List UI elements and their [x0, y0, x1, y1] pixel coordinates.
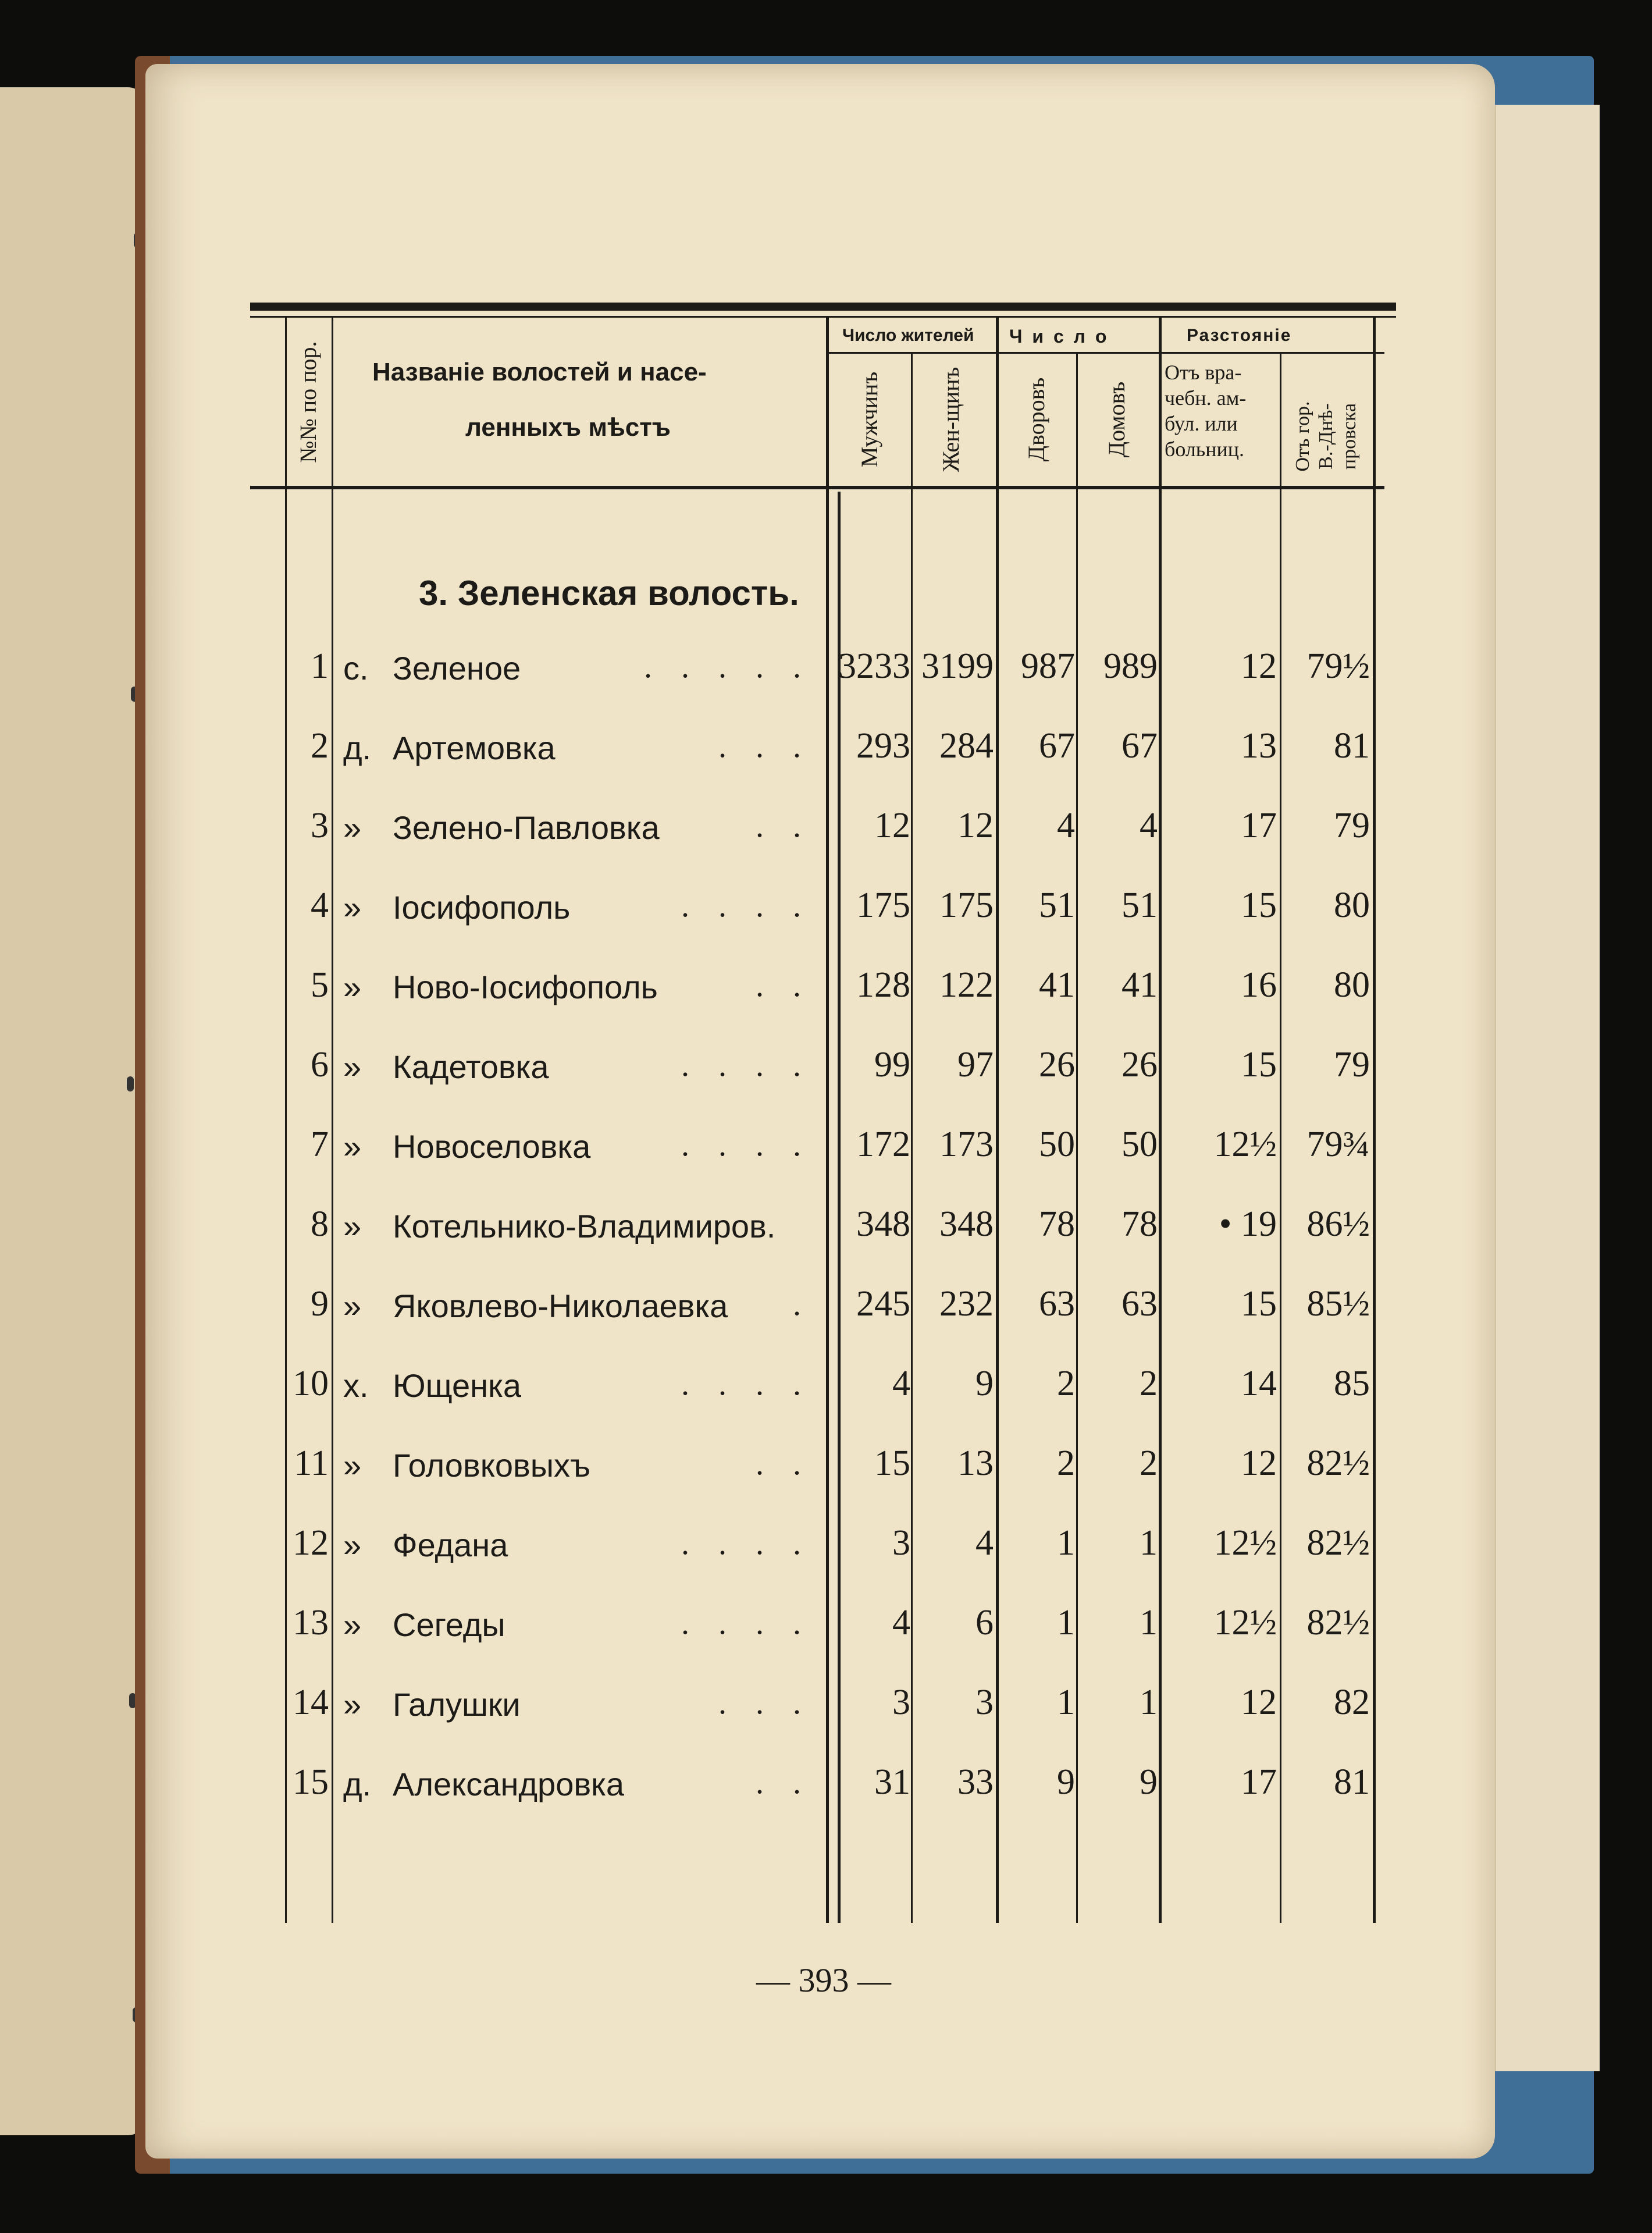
row-prefix: » — [343, 1048, 362, 1085]
row-dist-doctor: 12½ — [1213, 1125, 1277, 1164]
row-men: 128 — [856, 965, 910, 1005]
row-women: 4 — [975, 1523, 994, 1563]
row-name: Новоселовка — [393, 1128, 591, 1165]
row-men: 3 — [892, 1683, 910, 1722]
row-dist-doctor: 12½ — [1213, 1523, 1277, 1563]
row-dist-doctor: 12 — [1241, 1683, 1277, 1722]
row-prefix: » — [343, 1208, 362, 1244]
row-prefix: » — [343, 809, 362, 846]
header-col-name-line2: ленныхъ мѣстъ — [465, 413, 671, 442]
row-prefix: » — [343, 1606, 362, 1643]
row-women: 284 — [939, 726, 994, 766]
row-houses: 78 — [1121, 1204, 1158, 1244]
row-dist-city: 82 — [1334, 1683, 1370, 1722]
header-col-dist-city — [1291, 378, 1361, 495]
row-number: 5 — [311, 965, 329, 1005]
row-name: Котельнико-Владимиров. — [393, 1208, 776, 1244]
row-leader-dots: . . — [756, 1765, 811, 1801]
binding-mark — [127, 1076, 134, 1091]
row-leader-dots: . . . — [718, 728, 811, 765]
row-dist-doctor: 13 — [1241, 726, 1277, 766]
col-divider — [911, 352, 913, 1923]
header-col-dist-city-line: Отъ гор. — [1292, 401, 1313, 472]
row-women: 3199 — [921, 646, 994, 686]
row-women: 232 — [939, 1284, 994, 1324]
row-dist-city: 85 — [1334, 1364, 1370, 1403]
row-houses: 51 — [1121, 886, 1158, 925]
row-number: 7 — [311, 1125, 329, 1164]
row-prefix: » — [343, 1288, 362, 1324]
row-leader-dots: . . . . — [681, 1047, 811, 1083]
row-dist-city: 81 — [1334, 1762, 1370, 1802]
row-dist-city: 82½ — [1306, 1603, 1370, 1642]
row-number: 15 — [293, 1762, 329, 1802]
row-prefix: » — [343, 1447, 362, 1484]
row-dist-doctor: 15 — [1241, 1284, 1277, 1324]
row-number: 12 — [293, 1523, 329, 1563]
row-yards: 26 — [1039, 1045, 1075, 1085]
row-dist-city: 81 — [1334, 726, 1370, 766]
row-men: 3233 — [838, 646, 910, 686]
row-dist-doctor: 12 — [1241, 1443, 1277, 1483]
row-number: 4 — [311, 886, 329, 925]
row-number: 8 — [311, 1204, 329, 1244]
row-yards: 2 — [1057, 1364, 1075, 1403]
col-divider — [1373, 317, 1376, 1923]
page-number: — 393 — — [756, 1961, 891, 1999]
row-prefix: х. — [343, 1367, 369, 1404]
row-women: 9 — [975, 1364, 994, 1403]
row-women: 13 — [957, 1443, 994, 1483]
row-leader-dots: . . — [756, 968, 811, 1004]
header-group-population: Число жителей — [842, 326, 974, 345]
row-dist-city: 82½ — [1306, 1443, 1370, 1483]
row-name: Ющенка — [393, 1367, 521, 1404]
row-men: 172 — [856, 1125, 910, 1164]
row-name: Яковлево-Николаевка — [393, 1288, 728, 1324]
header-col-dist-city-line: провска — [1338, 403, 1360, 470]
row-dist-city: 82½ — [1306, 1523, 1370, 1563]
row-houses: 2 — [1140, 1364, 1158, 1403]
row-men: 12 — [874, 806, 910, 845]
row-dist-city: 80 — [1334, 965, 1370, 1005]
header-col-dist-city-line: В.-Днѣ- — [1315, 403, 1337, 470]
row-name: Артемовка — [393, 730, 556, 766]
header-col-dist-doctor-line: бул. или — [1165, 412, 1238, 435]
row-women: 3 — [975, 1683, 994, 1722]
section-title: 3. Зеленская волость. — [419, 574, 799, 613]
row-dist-city: 80 — [1334, 886, 1370, 925]
row-men: 175 — [856, 886, 910, 925]
row-dist-doctor: 17 — [1241, 1762, 1277, 1802]
header-col-yards: Дворовъ — [1023, 377, 1049, 462]
table-top-rule-thin — [250, 316, 1396, 318]
row-name: Ново-Іосифополь — [393, 969, 658, 1005]
row-yards: 78 — [1039, 1204, 1075, 1244]
col-divider — [1159, 317, 1162, 1923]
row-men: 31 — [874, 1762, 910, 1802]
row-houses: 63 — [1121, 1284, 1158, 1324]
row-dist-doctor: 15 — [1241, 1045, 1277, 1085]
row-dist-city: 79 — [1334, 806, 1370, 845]
row-number: 6 — [311, 1045, 329, 1085]
header-col-dist-doctor-line: чебн. ам- — [1165, 386, 1247, 410]
row-men: 4 — [892, 1603, 910, 1642]
row-dist-doctor: • 19 — [1219, 1204, 1277, 1244]
row-women: 122 — [939, 965, 994, 1005]
row-leader-dots: . — [793, 1286, 811, 1322]
row-yards: 4 — [1057, 806, 1075, 845]
row-prefix: » — [343, 1128, 362, 1165]
row-yards: 1 — [1057, 1683, 1075, 1722]
row-number: 14 — [293, 1683, 329, 1722]
header-col-no: №№ по пор. — [295, 341, 321, 463]
row-men: 348 — [856, 1204, 910, 1244]
row-number: 9 — [311, 1284, 329, 1324]
row-leader-dots: . . — [756, 1446, 811, 1482]
row-number: 11 — [294, 1443, 329, 1483]
row-houses: 50 — [1121, 1125, 1158, 1164]
row-leader-dots: . . . . — [681, 888, 811, 924]
row-houses: 2 — [1140, 1443, 1158, 1483]
row-women: 6 — [975, 1603, 994, 1642]
header-col-dist-doctor-line: Отъ вра- — [1165, 361, 1242, 384]
row-dist-doctor: 12½ — [1213, 1603, 1277, 1642]
row-yards: 67 — [1039, 726, 1075, 766]
row-men: 293 — [856, 726, 910, 766]
row-name: Александровка — [393, 1766, 624, 1802]
row-houses: 26 — [1121, 1045, 1158, 1085]
row-number: 13 — [293, 1603, 329, 1642]
col-divider — [332, 317, 333, 1923]
col-divider — [285, 317, 287, 1923]
row-dist-city: 79¾ — [1306, 1125, 1370, 1164]
row-dist-doctor: 17 — [1241, 806, 1277, 845]
row-name: Федана — [393, 1527, 508, 1563]
row-dist-doctor: 15 — [1241, 886, 1277, 925]
col-divider — [838, 492, 841, 1923]
row-yards: 9 — [1057, 1762, 1075, 1802]
row-houses: 41 — [1121, 965, 1158, 1005]
row-houses: 67 — [1121, 726, 1158, 766]
row-houses: 1 — [1140, 1523, 1158, 1563]
row-number: 2 — [311, 726, 329, 766]
row-name: Головковыхъ — [393, 1447, 590, 1484]
row-yards: 41 — [1039, 965, 1075, 1005]
header-col-dist-doctor-line: больниц. — [1165, 438, 1245, 461]
row-women: 97 — [957, 1045, 994, 1085]
row-yards: 2 — [1057, 1443, 1075, 1483]
row-yards: 63 — [1039, 1284, 1075, 1324]
row-leader-dots: . . . . — [681, 1127, 811, 1163]
row-leader-dots: . . . — [718, 1685, 811, 1721]
row-prefix: » — [343, 1686, 362, 1723]
row-name: Сегеды — [393, 1606, 505, 1643]
row-number: 10 — [293, 1364, 329, 1403]
row-houses: 1 — [1140, 1683, 1158, 1722]
row-yards: 987 — [1021, 646, 1075, 686]
row-yards: 50 — [1039, 1125, 1075, 1164]
row-leader-dots: . . . . — [681, 1366, 811, 1402]
left-page-edge — [0, 87, 145, 2135]
row-men: 3 — [892, 1523, 910, 1563]
row-dist-city: 86½ — [1306, 1204, 1370, 1244]
header-group-distance: Разстояніе — [1187, 326, 1292, 345]
row-men: 15 — [874, 1443, 910, 1483]
header-col-houses: Домовъ — [1103, 381, 1130, 458]
row-name: Галушки — [393, 1686, 521, 1723]
row-houses: 9 — [1140, 1762, 1158, 1802]
header-col-women: Жен-щинъ — [938, 367, 964, 472]
col-divider — [1076, 352, 1078, 1923]
row-dist-doctor: 14 — [1241, 1364, 1277, 1403]
page-edges — [1477, 105, 1600, 2071]
row-men: 245 — [856, 1284, 910, 1324]
row-name: Кадетовка — [393, 1048, 549, 1085]
row-men: 4 — [892, 1364, 910, 1403]
row-dist-doctor: 16 — [1241, 965, 1277, 1005]
col-divider — [1280, 352, 1281, 1923]
table-top-rule — [250, 303, 1396, 311]
row-women: 12 — [957, 806, 994, 845]
row-yards: 1 — [1057, 1523, 1075, 1563]
row-leader-dots: . . . . . — [644, 649, 811, 685]
header-col-dist-doctor — [1165, 360, 1246, 462]
row-number: 3 — [311, 806, 329, 845]
row-prefix: д. — [343, 730, 372, 766]
row-name: Зелено-Павловка — [393, 809, 660, 846]
header-group-rule — [826, 352, 1384, 354]
row-dist-city: 85½ — [1306, 1284, 1370, 1324]
col-divider — [996, 317, 999, 1923]
row-prefix: » — [343, 1527, 362, 1563]
row-dist-doctor: 12 — [1241, 646, 1277, 686]
row-leader-dots: . . . . — [681, 1526, 811, 1562]
header-bottom-rule — [250, 486, 1384, 489]
row-dist-city: 79 — [1334, 1045, 1370, 1085]
row-houses: 4 — [1140, 806, 1158, 845]
row-leader-dots: . . — [756, 808, 811, 844]
row-prefix: » — [343, 969, 362, 1005]
row-houses: 989 — [1103, 646, 1158, 686]
row-prefix: с. — [343, 650, 369, 687]
row-name: Зеленое — [393, 650, 521, 687]
header-col-men: Мужчинъ — [856, 371, 882, 468]
row-houses: 1 — [1140, 1603, 1158, 1642]
header-group-count: Ч и с л о — [1009, 326, 1109, 347]
row-yards: 51 — [1039, 886, 1075, 925]
row-prefix: д. — [343, 1766, 372, 1802]
row-number: 1 — [311, 646, 329, 686]
row-yards: 1 — [1057, 1603, 1075, 1642]
row-women: 175 — [939, 886, 994, 925]
header-col-name-line1: Названіе волостей и насе- — [372, 358, 707, 386]
col-divider — [826, 317, 829, 1923]
row-dist-city: 79½ — [1306, 646, 1370, 686]
row-prefix: » — [343, 889, 362, 926]
row-women: 173 — [939, 1125, 994, 1164]
row-name: Іосифополь — [393, 889, 571, 926]
row-men: 99 — [874, 1045, 910, 1085]
row-women: 348 — [939, 1204, 994, 1244]
row-leader-dots: . . . . — [681, 1605, 811, 1641]
row-women: 33 — [957, 1762, 994, 1802]
